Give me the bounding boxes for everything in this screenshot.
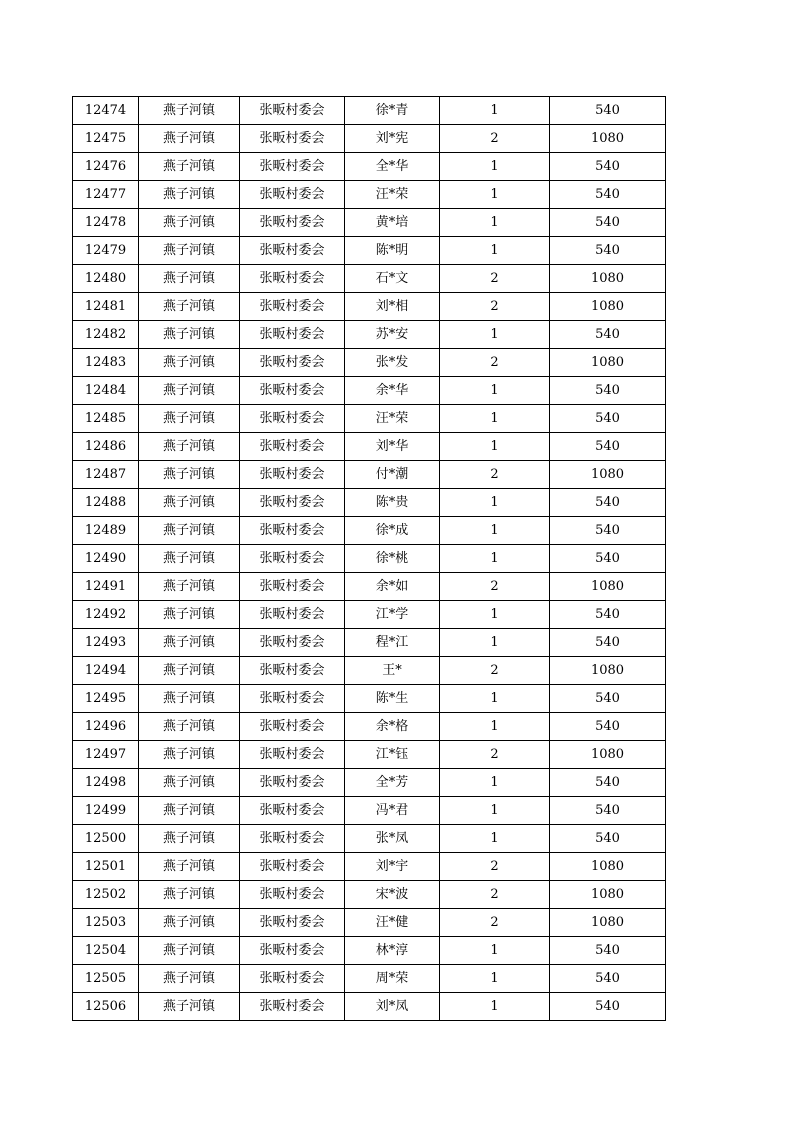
name-cell: 陈*明 bbox=[345, 237, 440, 265]
household-count-cell: 2 bbox=[440, 349, 550, 377]
amount-cell: 1080 bbox=[550, 881, 666, 909]
amount-cell: 1080 bbox=[550, 461, 666, 489]
town-cell: 燕子河镇 bbox=[139, 461, 240, 489]
table-row bbox=[73, 517, 666, 545]
town-cell: 燕子河镇 bbox=[139, 237, 240, 265]
name-cell: 汪*荣 bbox=[345, 405, 440, 433]
record-number-cell: 12484 bbox=[73, 377, 139, 405]
table-row bbox=[73, 769, 666, 797]
amount-cell: 540 bbox=[550, 993, 666, 1021]
household-count-cell: 2 bbox=[440, 293, 550, 321]
household-count-cell: 1 bbox=[440, 713, 550, 741]
village-committee-cell: 张畈村委会 bbox=[240, 349, 345, 377]
record-number-cell: 12494 bbox=[73, 657, 139, 685]
amount-cell: 540 bbox=[550, 825, 666, 853]
village-committee-cell: 张畈村委会 bbox=[240, 517, 345, 545]
village-committee-cell: 张畈村委会 bbox=[240, 965, 345, 993]
name-cell: 刘*相 bbox=[345, 293, 440, 321]
name-cell: 黄*培 bbox=[345, 209, 440, 237]
town-cell: 燕子河镇 bbox=[139, 349, 240, 377]
village-committee-cell: 张畈村委会 bbox=[240, 629, 345, 657]
name-cell: 刘*凤 bbox=[345, 993, 440, 1021]
village-committee-cell: 张畈村委会 bbox=[240, 769, 345, 797]
amount-cell: 1080 bbox=[550, 909, 666, 937]
town-cell: 燕子河镇 bbox=[139, 265, 240, 293]
town-cell: 燕子河镇 bbox=[139, 853, 240, 881]
household-count-cell: 1 bbox=[440, 517, 550, 545]
table-row bbox=[73, 545, 666, 573]
amount-cell: 540 bbox=[550, 97, 666, 125]
household-count-cell: 1 bbox=[440, 433, 550, 461]
household-count-cell: 2 bbox=[440, 881, 550, 909]
town-cell: 燕子河镇 bbox=[139, 517, 240, 545]
household-count-cell: 2 bbox=[440, 853, 550, 881]
name-cell: 宋*波 bbox=[345, 881, 440, 909]
table-row bbox=[73, 321, 666, 349]
household-count-cell: 1 bbox=[440, 405, 550, 433]
amount-cell: 540 bbox=[550, 601, 666, 629]
village-committee-cell: 张畈村委会 bbox=[240, 237, 345, 265]
record-number-cell: 12496 bbox=[73, 713, 139, 741]
record-number-cell: 12479 bbox=[73, 237, 139, 265]
record-number-cell: 12488 bbox=[73, 489, 139, 517]
roster-table bbox=[72, 96, 666, 1021]
name-cell: 刘*宪 bbox=[345, 125, 440, 153]
table-row bbox=[73, 377, 666, 405]
town-cell: 燕子河镇 bbox=[139, 489, 240, 517]
record-number-cell: 12491 bbox=[73, 573, 139, 601]
name-cell: 余*如 bbox=[345, 573, 440, 601]
town-cell: 燕子河镇 bbox=[139, 965, 240, 993]
household-count-cell: 1 bbox=[440, 797, 550, 825]
table-row bbox=[73, 97, 666, 125]
roster-table-body bbox=[73, 97, 666, 1021]
household-count-cell: 2 bbox=[440, 125, 550, 153]
table-row bbox=[73, 629, 666, 657]
town-cell: 燕子河镇 bbox=[139, 433, 240, 461]
village-committee-cell: 张畈村委会 bbox=[240, 461, 345, 489]
table-row bbox=[73, 237, 666, 265]
table-row bbox=[73, 181, 666, 209]
village-committee-cell: 张畈村委会 bbox=[240, 377, 345, 405]
record-number-cell: 12489 bbox=[73, 517, 139, 545]
village-committee-cell: 张畈村委会 bbox=[240, 321, 345, 349]
household-count-cell: 2 bbox=[440, 657, 550, 685]
name-cell: 徐*青 bbox=[345, 97, 440, 125]
village-committee-cell: 张畈村委会 bbox=[240, 993, 345, 1021]
amount-cell: 540 bbox=[550, 181, 666, 209]
name-cell: 全*芳 bbox=[345, 769, 440, 797]
household-count-cell: 2 bbox=[440, 741, 550, 769]
name-cell: 程*江 bbox=[345, 629, 440, 657]
record-number-cell: 12486 bbox=[73, 433, 139, 461]
village-committee-cell: 张畈村委会 bbox=[240, 657, 345, 685]
amount-cell: 540 bbox=[550, 405, 666, 433]
village-committee-cell: 张畈村委会 bbox=[240, 405, 345, 433]
amount-cell: 540 bbox=[550, 545, 666, 573]
household-count-cell: 1 bbox=[440, 965, 550, 993]
record-number-cell: 12482 bbox=[73, 321, 139, 349]
record-number-cell: 12480 bbox=[73, 265, 139, 293]
household-count-cell: 2 bbox=[440, 461, 550, 489]
record-number-cell: 12485 bbox=[73, 405, 139, 433]
village-committee-cell: 张畈村委会 bbox=[240, 209, 345, 237]
record-number-cell: 12499 bbox=[73, 797, 139, 825]
record-number-cell: 12500 bbox=[73, 825, 139, 853]
amount-cell: 540 bbox=[550, 713, 666, 741]
village-committee-cell: 张畈村委会 bbox=[240, 293, 345, 321]
table-row bbox=[73, 713, 666, 741]
name-cell: 林*淳 bbox=[345, 937, 440, 965]
name-cell: 陈*生 bbox=[345, 685, 440, 713]
town-cell: 燕子河镇 bbox=[139, 321, 240, 349]
table-row bbox=[73, 881, 666, 909]
household-count-cell: 1 bbox=[440, 153, 550, 181]
name-cell: 徐*桃 bbox=[345, 545, 440, 573]
village-committee-cell: 张畈村委会 bbox=[240, 153, 345, 181]
name-cell: 汪*健 bbox=[345, 909, 440, 937]
name-cell: 刘*宇 bbox=[345, 853, 440, 881]
table-row bbox=[73, 489, 666, 517]
amount-cell: 540 bbox=[550, 321, 666, 349]
town-cell: 燕子河镇 bbox=[139, 181, 240, 209]
household-count-cell: 1 bbox=[440, 377, 550, 405]
table-row bbox=[73, 433, 666, 461]
amount-cell: 540 bbox=[550, 237, 666, 265]
name-cell: 付*潮 bbox=[345, 461, 440, 489]
name-cell: 刘*华 bbox=[345, 433, 440, 461]
record-number-cell: 12501 bbox=[73, 853, 139, 881]
table-row bbox=[73, 405, 666, 433]
town-cell: 燕子河镇 bbox=[139, 545, 240, 573]
record-number-cell: 12492 bbox=[73, 601, 139, 629]
table-row bbox=[73, 657, 666, 685]
town-cell: 燕子河镇 bbox=[139, 937, 240, 965]
household-count-cell: 1 bbox=[440, 629, 550, 657]
village-committee-cell: 张畈村委会 bbox=[240, 97, 345, 125]
record-number-cell: 12477 bbox=[73, 181, 139, 209]
name-cell: 王* bbox=[345, 657, 440, 685]
record-number-cell: 12474 bbox=[73, 97, 139, 125]
record-number-cell: 12490 bbox=[73, 545, 139, 573]
village-committee-cell: 张畈村委会 bbox=[240, 741, 345, 769]
household-count-cell: 1 bbox=[440, 209, 550, 237]
household-count-cell: 1 bbox=[440, 181, 550, 209]
amount-cell: 540 bbox=[550, 769, 666, 797]
town-cell: 燕子河镇 bbox=[139, 797, 240, 825]
household-count-cell: 1 bbox=[440, 237, 550, 265]
town-cell: 燕子河镇 bbox=[139, 377, 240, 405]
household-count-cell: 1 bbox=[440, 489, 550, 517]
record-number-cell: 12505 bbox=[73, 965, 139, 993]
town-cell: 燕子河镇 bbox=[139, 405, 240, 433]
name-cell: 苏*安 bbox=[345, 321, 440, 349]
table-row bbox=[73, 265, 666, 293]
household-count-cell: 1 bbox=[440, 993, 550, 1021]
village-committee-cell: 张畈村委会 bbox=[240, 797, 345, 825]
village-committee-cell: 张畈村委会 bbox=[240, 685, 345, 713]
town-cell: 燕子河镇 bbox=[139, 209, 240, 237]
record-number-cell: 12476 bbox=[73, 153, 139, 181]
amount-cell: 540 bbox=[550, 685, 666, 713]
name-cell: 余*格 bbox=[345, 713, 440, 741]
town-cell: 燕子河镇 bbox=[139, 657, 240, 685]
household-count-cell: 2 bbox=[440, 909, 550, 937]
village-committee-cell: 张畈村委会 bbox=[240, 825, 345, 853]
table-row bbox=[73, 461, 666, 489]
village-committee-cell: 张畈村委会 bbox=[240, 601, 345, 629]
village-committee-cell: 张畈村委会 bbox=[240, 937, 345, 965]
name-cell: 徐*成 bbox=[345, 517, 440, 545]
town-cell: 燕子河镇 bbox=[139, 125, 240, 153]
table-row bbox=[73, 993, 666, 1021]
household-count-cell: 2 bbox=[440, 265, 550, 293]
village-committee-cell: 张畈村委会 bbox=[240, 881, 345, 909]
amount-cell: 1080 bbox=[550, 741, 666, 769]
household-count-cell: 1 bbox=[440, 937, 550, 965]
town-cell: 燕子河镇 bbox=[139, 573, 240, 601]
village-committee-cell: 张畈村委会 bbox=[240, 853, 345, 881]
table-row bbox=[73, 937, 666, 965]
table-row bbox=[73, 741, 666, 769]
town-cell: 燕子河镇 bbox=[139, 769, 240, 797]
household-count-cell: 1 bbox=[440, 685, 550, 713]
amount-cell: 540 bbox=[550, 377, 666, 405]
amount-cell: 1080 bbox=[550, 853, 666, 881]
household-count-cell: 2 bbox=[440, 573, 550, 601]
town-cell: 燕子河镇 bbox=[139, 685, 240, 713]
village-committee-cell: 张畈村委会 bbox=[240, 489, 345, 517]
village-committee-cell: 张畈村委会 bbox=[240, 181, 345, 209]
village-committee-cell: 张畈村委会 bbox=[240, 545, 345, 573]
table-row bbox=[73, 209, 666, 237]
record-number-cell: 12483 bbox=[73, 349, 139, 377]
town-cell: 燕子河镇 bbox=[139, 909, 240, 937]
amount-cell: 1080 bbox=[550, 573, 666, 601]
village-committee-cell: 张畈村委会 bbox=[240, 713, 345, 741]
name-cell: 汪*荣 bbox=[345, 181, 440, 209]
town-cell: 燕子河镇 bbox=[139, 881, 240, 909]
town-cell: 燕子河镇 bbox=[139, 825, 240, 853]
amount-cell: 540 bbox=[550, 937, 666, 965]
record-number-cell: 12495 bbox=[73, 685, 139, 713]
town-cell: 燕子河镇 bbox=[139, 97, 240, 125]
amount-cell: 540 bbox=[550, 965, 666, 993]
amount-cell: 540 bbox=[550, 209, 666, 237]
household-count-cell: 1 bbox=[440, 825, 550, 853]
name-cell: 张*凤 bbox=[345, 825, 440, 853]
record-number-cell: 12478 bbox=[73, 209, 139, 237]
household-count-cell: 1 bbox=[440, 769, 550, 797]
village-committee-cell: 张畈村委会 bbox=[240, 433, 345, 461]
town-cell: 燕子河镇 bbox=[139, 153, 240, 181]
town-cell: 燕子河镇 bbox=[139, 601, 240, 629]
record-number-cell: 12503 bbox=[73, 909, 139, 937]
name-cell: 石*文 bbox=[345, 265, 440, 293]
town-cell: 燕子河镇 bbox=[139, 741, 240, 769]
amount-cell: 1080 bbox=[550, 657, 666, 685]
amount-cell: 1080 bbox=[550, 293, 666, 321]
village-committee-cell: 张畈村委会 bbox=[240, 265, 345, 293]
household-count-cell: 1 bbox=[440, 321, 550, 349]
record-number-cell: 12493 bbox=[73, 629, 139, 657]
household-count-cell: 1 bbox=[440, 601, 550, 629]
household-count-cell: 1 bbox=[440, 545, 550, 573]
table-row bbox=[73, 797, 666, 825]
village-committee-cell: 张畈村委会 bbox=[240, 573, 345, 601]
name-cell: 江*钰 bbox=[345, 741, 440, 769]
table-row bbox=[73, 965, 666, 993]
table-row bbox=[73, 125, 666, 153]
record-number-cell: 12497 bbox=[73, 741, 139, 769]
amount-cell: 540 bbox=[550, 433, 666, 461]
name-cell: 冯*君 bbox=[345, 797, 440, 825]
amount-cell: 1080 bbox=[550, 349, 666, 377]
village-committee-cell: 张畈村委会 bbox=[240, 125, 345, 153]
record-number-cell: 12475 bbox=[73, 125, 139, 153]
amount-cell: 540 bbox=[550, 517, 666, 545]
table-row bbox=[73, 853, 666, 881]
record-number-cell: 12498 bbox=[73, 769, 139, 797]
household-count-cell: 1 bbox=[440, 97, 550, 125]
record-number-cell: 12506 bbox=[73, 993, 139, 1021]
record-number-cell: 12481 bbox=[73, 293, 139, 321]
table-row bbox=[73, 573, 666, 601]
amount-cell: 1080 bbox=[550, 265, 666, 293]
name-cell: 江*学 bbox=[345, 601, 440, 629]
name-cell: 张*发 bbox=[345, 349, 440, 377]
name-cell: 周*荣 bbox=[345, 965, 440, 993]
village-committee-cell: 张畈村委会 bbox=[240, 909, 345, 937]
amount-cell: 540 bbox=[550, 629, 666, 657]
table-row bbox=[73, 909, 666, 937]
amount-cell: 540 bbox=[550, 153, 666, 181]
table-row bbox=[73, 601, 666, 629]
record-number-cell: 12487 bbox=[73, 461, 139, 489]
name-cell: 全*华 bbox=[345, 153, 440, 181]
town-cell: 燕子河镇 bbox=[139, 993, 240, 1021]
amount-cell: 540 bbox=[550, 489, 666, 517]
record-number-cell: 12502 bbox=[73, 881, 139, 909]
table-row bbox=[73, 349, 666, 377]
amount-cell: 1080 bbox=[550, 125, 666, 153]
table-row bbox=[73, 293, 666, 321]
name-cell: 陈*贵 bbox=[345, 489, 440, 517]
town-cell: 燕子河镇 bbox=[139, 629, 240, 657]
table-row bbox=[73, 825, 666, 853]
record-number-cell: 12504 bbox=[73, 937, 139, 965]
table-row bbox=[73, 153, 666, 181]
town-cell: 燕子河镇 bbox=[139, 293, 240, 321]
amount-cell: 540 bbox=[550, 797, 666, 825]
name-cell: 余*华 bbox=[345, 377, 440, 405]
table-row bbox=[73, 685, 666, 713]
town-cell: 燕子河镇 bbox=[139, 713, 240, 741]
